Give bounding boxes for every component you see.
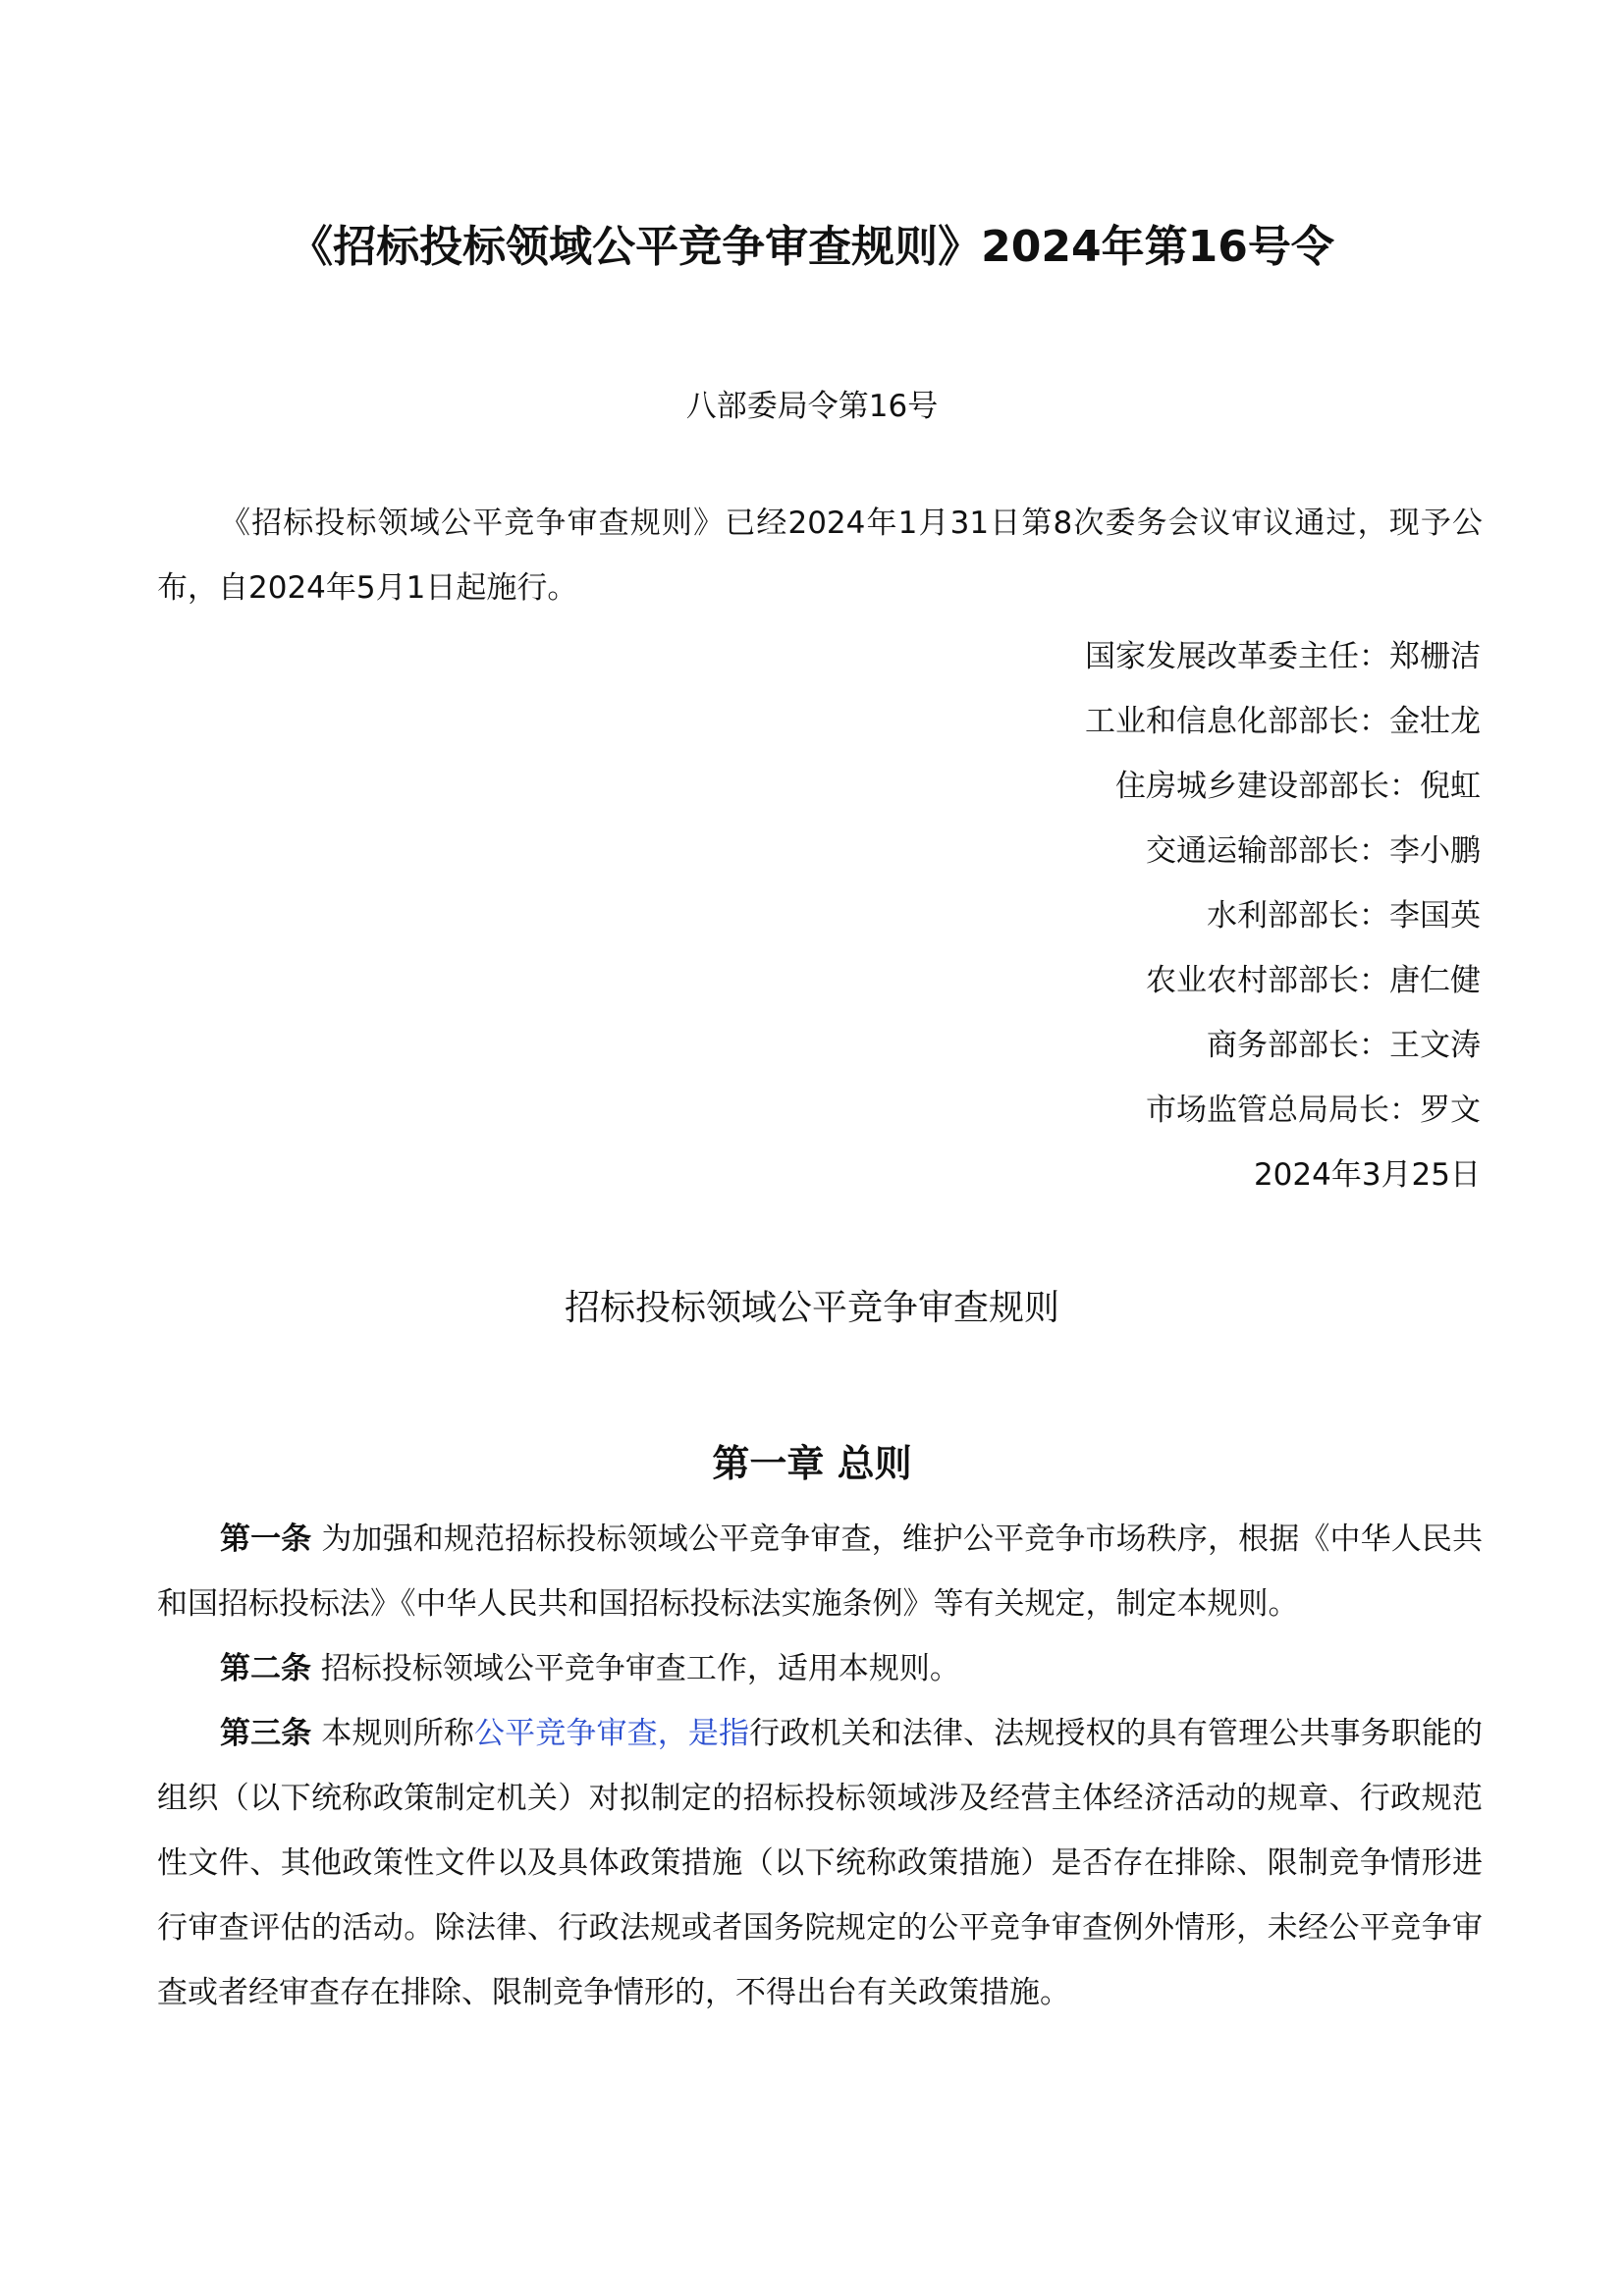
article-3: [157, 1701, 1483, 2025]
article-2: [157, 1636, 1483, 1701]
article-label: 第三条: [220, 1716, 312, 1751]
article-text: 本规则所称: [311, 1716, 474, 1751]
article-text: 为加强和规范招标投标领域公平竞争审查，维护公平竞争市场秩序，根据《中华人民共和国招标投标法》《中华人民共和国招标投标法实施条例》等有关规定，制定本规则。: [157, 1522, 1484, 1622]
article-1: [157, 1507, 1483, 1636]
signatory-block: [1085, 624, 1481, 1207]
signing-date: 2024年3月25日: [1253, 1157, 1481, 1193]
document-title: 《招标投标领域公平竞争审查规则》2024年第16号令: [290, 222, 1334, 272]
signatory-line: 水利部部长：李国英: [1207, 898, 1481, 934]
article-label: 第一条: [220, 1522, 312, 1557]
chapter-title: 第一章 总则: [712, 1442, 912, 1485]
intro-paragraph: 《招标投标领域公平竞争审查规则》已经2024年1月31日第8次委务会议审议通过，现予公布，自2024年5月1日起施行。: [157, 506, 1483, 606]
definition-link[interactable]: 公平竞争审查，是指: [474, 1716, 750, 1751]
signatory-line: 国家发展改革委主任：郑栅洁: [1085, 639, 1481, 674]
article-label: 第二条: [220, 1651, 311, 1686]
signatory-line: 商务部部长：王文涛: [1207, 1028, 1481, 1063]
rules-title: 招标投标领域公平竞争审查规则: [564, 1288, 1059, 1328]
signatory-line: 工业和信息化部部长：金壮龙: [1085, 704, 1481, 739]
signatory-line: 住房城乡建设部部长：倪虹: [1115, 769, 1481, 804]
order-number: 八部委局令第16号: [685, 389, 939, 424]
signatory-line: 交通运输部部长：李小鹏: [1146, 833, 1481, 869]
signatory-line: 农业农村部部长：唐仁健: [1146, 963, 1481, 998]
article-text: 行政机关和法律、法规授权的具有管理公共事务职能的组织（以下统称政策制定机关）对拟制定的招标投标领域涉及经营主体经济活动的规章、行政规范性文件、其他政策性文件以及具体政策措施（以下统称政策措施）是否存在排除、限制竞争情形进行审查评估的活动。除法律、行政法规或者国务院规定的公平竞争审查例外情形，未经公平竞争审查或者经审查存在排除、限制竞争情形的，不得出台有关政策措施。: [157, 1716, 1484, 2010]
signatory-line: 市场监管总局局长：罗文: [1146, 1093, 1481, 1128]
article-text: 招标投标领域公平竞争审查工作，适用本规则。: [311, 1651, 960, 1686]
